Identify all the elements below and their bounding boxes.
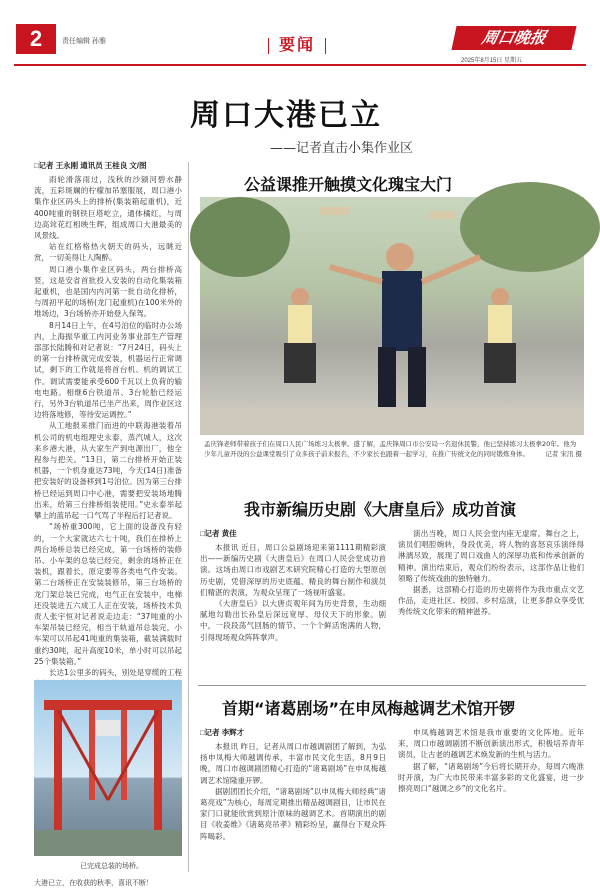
story4-paragraph: 据了解，“诸葛剧场”今后将长期开办，每周六晚准时开演，为广大市民带来丰富多彩的文化盛宴，进一步擦亮周口“越调之乡”的文化名片。 [398, 761, 584, 794]
newspaper-logo: 周口晚报 [451, 26, 576, 50]
taichi-caption-text: 孟庆锋老师带着孩子们在周口人民广场练习太极拳。盛了解，孟庆锋周口市公安局一名退休民警，他已坚持练习太极拳20年。他为少年儿童开设的公益课堂吸引了众多孩子前来报名，不少家长也跟着一起学习，在推广传统文化的同时锻炼身体。 [204, 440, 577, 458]
taichi-caption [204, 440, 582, 459]
story4-col2 [398, 727, 584, 877]
story4-paragraph: 本报讯 昨日，记者从周口市越调剧团了解到，为弘扬申凤梅大师越调传承，丰富市民文化生活，8月9日晚，周口市越调剧团精心打造的“诸葛剧场”在申凤梅越调艺术馆隆重开锣。 [200, 742, 386, 785]
column-divider [188, 162, 189, 872]
header-rule [14, 64, 586, 66]
story3-paragraph: 演出当晚，周口人民会堂内座无虚席。舞台之上，演员们唱腔婉转，身段优美，将人物的喜怒哀乐演绎得淋漓尽致，展现了周口戏曲人的深厚功底和传承创新的精神。演出结束后，观众们纷纷表示，这部作品让他们领略了传统戏曲的独特魅力。 [398, 529, 584, 583]
lead-headline: 周口大港已立 [190, 98, 382, 133]
story3-byline: □记者 黄佳 [200, 529, 237, 538]
lead-subtitle: ——记者直击小集作业区 [270, 141, 414, 156]
taichi-caption-credit: 记者 宋汛 摄 [545, 449, 582, 458]
lead-article [34, 160, 182, 680]
lead-hidden-paragraph: 大港已立，在收获的秋季，喜讯不断！ [34, 879, 153, 887]
taichi-illustration [200, 197, 584, 435]
lead-paragraph: “场桥重300吨，它上面的设备没有轻的，一个大家就达六七十吨，我们在排桥上两台场桥总装已经完成，第一台场桥的装修吊、小车架的总装已经完，剩余的场桥正在装机，跟着长，原定要等各类电气件安装。第二台场桥正在安装装修吊，第三台场桥的龙门架总装已完成，电气正在安装中，电梯还没装进五六成工人正在安装，场桥技术负责人张宇恒对记者说走边走：“37吨重的小车架吊装已经完，相当于轨道吊总装完，小车架可以吊起41吨重的集装箱，截装满载时重约30吨，起升高度10米，单小时可以吊起25个集装箱。” [34, 522, 182, 666]
story4-byline: □记者 李辉才 [200, 728, 245, 737]
story4-paragraph: 据剧团团长介绍，“诸葛剧场”以申凤梅大师经典“诸葛亮戏”为核心，每周定期推出精品越调剧目，让市民在家门口就能欣赏到原汁原味的越调艺术。首期演出的剧目《收姜维》《诸葛亮吊孝》精彩纷呈，赢得台下观众阵阵喝彩。 [200, 786, 386, 841]
lead-paragraph: 从工地报来推门而进的中联海港装着吊机公司的机电组理史永泰，蒸汽城人，这次来乡港大港，从大家生产到电源出厂，他全程参与把关。“13日，第二台排桥开始正装机器，一个机身重达73吨，今天(14日)准备把安装好的设备移到1号泊位。因为第三台排桥已经运到周口中心港，需要把安装场地腾出来，给第三台排桥组装使用。”史永泰举起攀上的蓝吊起一口气骂了半程后打记者说。 [34, 421, 182, 521]
story-rule [198, 685, 586, 686]
story3-paragraph: 《大唐皇后》以大唐贞观年间为历史背景，生动细腻地勾勒出长孙皇后深远宽厚、母仪天下的形象。剧中，一段段荡气回肠的情节、一个个鲜活饱满的人物，引得现场观众阵阵掌声。 [200, 599, 386, 642]
editors-line: 责任编辑 孙雅 [62, 38, 106, 45]
story4-col1 [200, 727, 386, 877]
story3-col2 [398, 528, 584, 673]
section-title: 要闻 [258, 32, 336, 55]
lead-paragraph: 8月14日上午，在4号泊位的临时办公场内，上海振华重工内河业务事业部生产管理部部长陆腾和对记者说：“7月24日，码头上的第一台排桥就完成安装，机器运行正常调试，剩下的工作就是将首台机、机的调试工作。调试需要能承受600千瓦以上负荷的输电电路。相继6台铁道吊、3台轮胎已经运行，另外3台轨道吊已坐产出来，周作业区这边将落地修，等待安运调控。” [34, 320, 182, 420]
story2-headline: 公益课推开触摸文化瑰宝大门 [244, 175, 453, 194]
crane-photo-caption: 已完成总装的场桥。 [80, 862, 143, 870]
story3-headline: 我市新编历史剧《大唐皇后》成功首演 [244, 500, 517, 519]
lead-paragraph: 长达1公里多的码头，别处是穿缆的工程 [49, 667, 182, 677]
lead-paragraph: 周口港小集作业区码头，两台排桥高竖，这是安省首批投入安装的自动化集装箱起重机，也是国内内河第一批自动化排桥，与周初平起的场桥(龙门起重机)在100米外的堆场边，3台场桥亦开始登入保驾。 [34, 264, 182, 319]
story4-paragraph: 申凤梅越调艺术馆是我市重要的文化阵地。近年来，周口市越调剧团不断创新演出形式，积极培养青年演员，让古老的越调艺术焕发新的生机与活力。 [398, 728, 584, 760]
crane-illustration [34, 680, 182, 856]
story3-paragraph: 本报讯 近日，周口公益剧场迎来第1111期精彩演出——新编历史剧《大唐皇后》在周口人民会堂成功首演。这场由周口市戏剧艺术研究院精心打造的大型原创历史剧，凭借深厚的历史底蕴、精良的舞台制作和演员们精湛的表演，为观众呈现了一场视听盛宴。 [200, 543, 386, 597]
crane-photo [34, 680, 182, 856]
story3-paragraph: 据悉，这部精心打造的历史剧将作为我市重点文艺作品，走进社区、校园、乡村巡演，让更多群众享受优秀传统文化带来的精神滋养。 [398, 585, 584, 617]
story4-headline: 首期“诸葛剧场”在申凤梅越调艺术馆开锣 [222, 699, 516, 718]
masthead [0, 0, 600, 66]
taichi-photo [200, 197, 584, 435]
lead-paragraph: 站在红格格热火朝天的码头，远眺近赏，一切美得让人陶醉。 [34, 242, 182, 263]
lead-paragraph: 雨轮滑落雨过，浅秋的沙颍河碧水静流，五彩斑斓的柠檬加吊塞服展，周口港小集作业区码头上的排桥(集装箱起重机)，近400吨重的钢铁巨塔屹立，通体橘红，与周边高耸花红相映生辉，组成周口大港最美的风景线。 [34, 175, 182, 241]
page-number: 2 [16, 24, 56, 54]
story3-col1 [200, 528, 386, 673]
lead-byline: □记者 王永刚 通讯员 王桂良 文/图 [34, 161, 147, 170]
dateline: 2025年8月15日 星期五 [461, 58, 523, 64]
